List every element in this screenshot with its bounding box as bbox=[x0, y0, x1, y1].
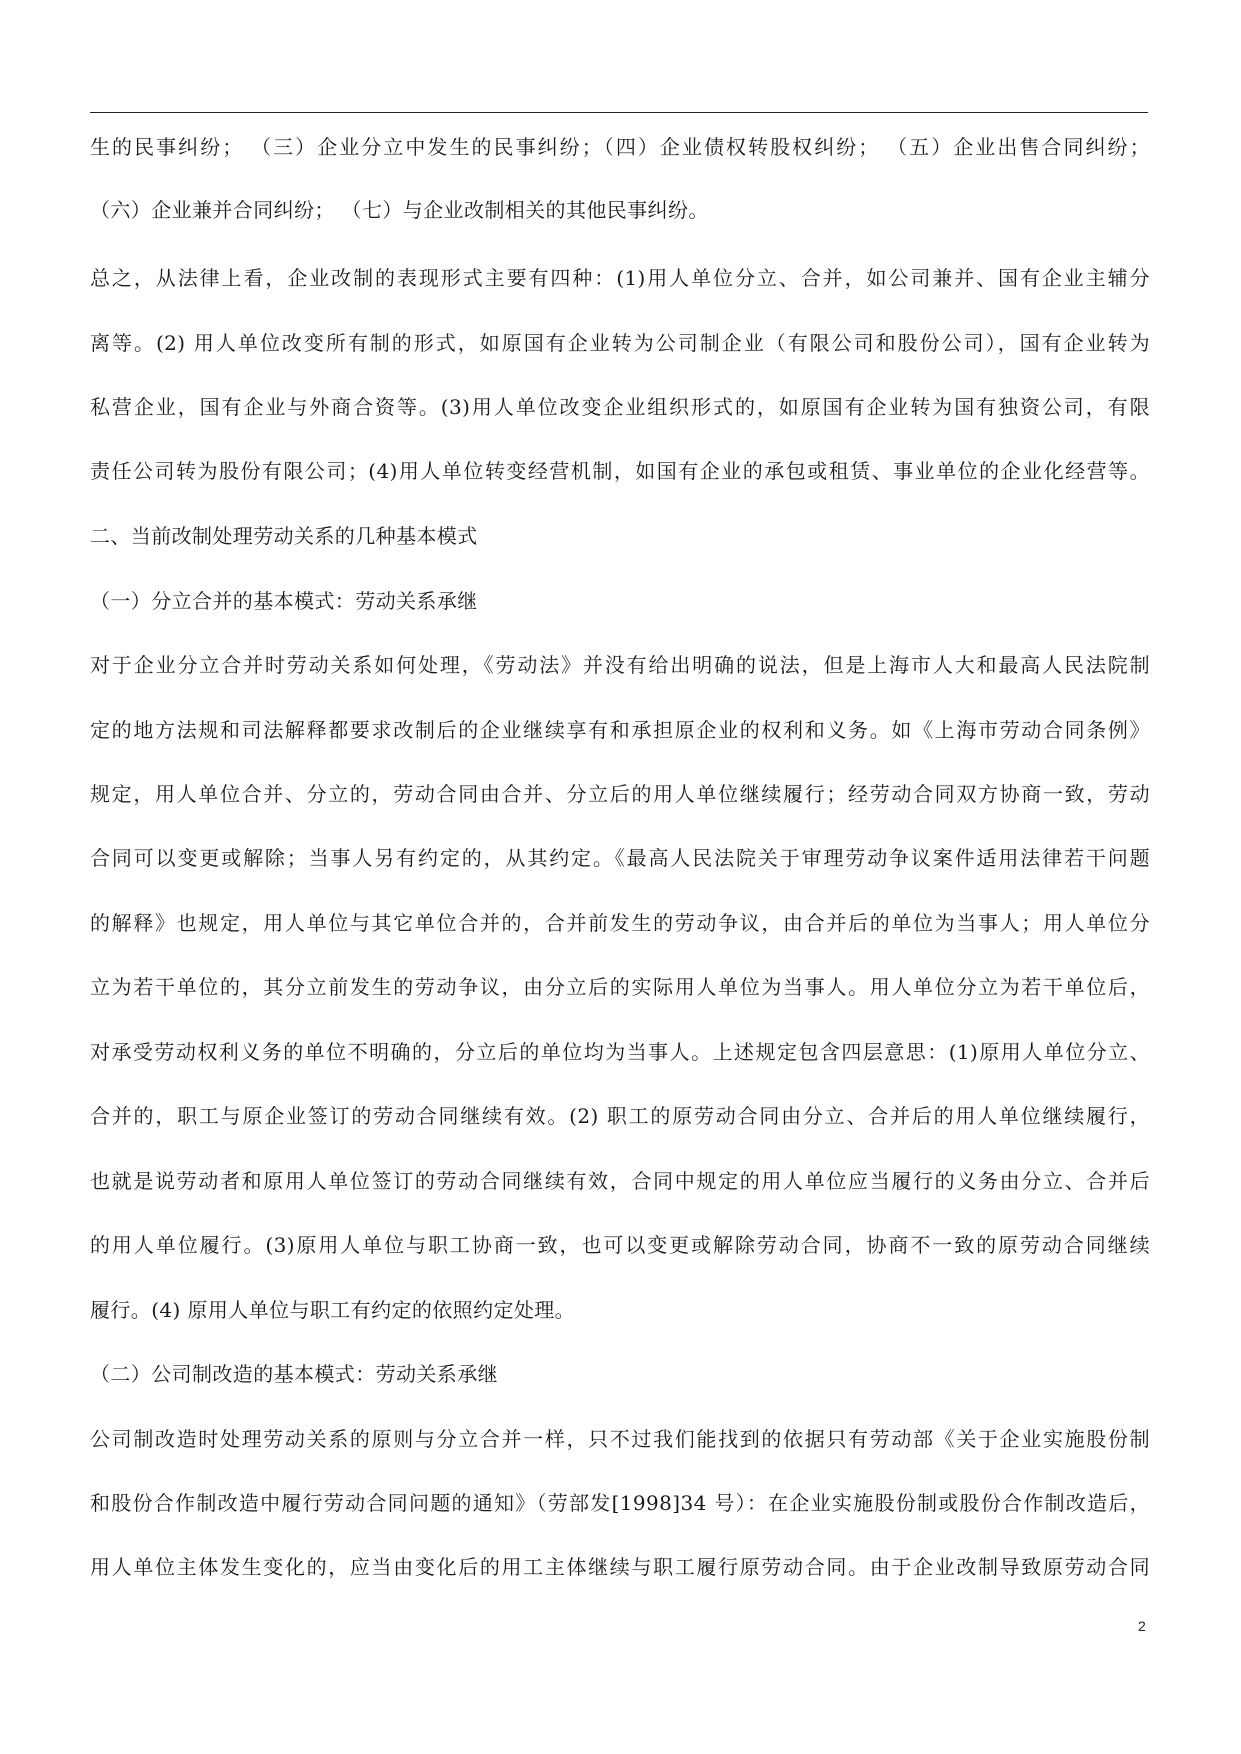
text-line: 合并的，职工与原企业签订的劳动合同继续有效。(2) 职工的原劳动合同由分立、合并后的用人单位继续履行， bbox=[90, 1104, 1150, 1128]
text-line: 公司制改造时处理劳动关系的原则与分立合并一样，只不过我们能找到的依据只有劳动部《关于企业实施股份制 bbox=[90, 1427, 1150, 1451]
text-line: 履行。(4) 原用人单位与职工有约定的依照约定处理。 bbox=[90, 1298, 576, 1322]
text-line: （六）企业兼并合同纠纷； （七）与企业改制相关的其他民事纠纷。 bbox=[90, 198, 709, 222]
text-line: 对承受劳动权利义务的单位不明确的，分立后的单位均为当事人。上述规定包含四层意思：(1)原用人单位分立、 bbox=[90, 1040, 1150, 1064]
text-line: 生的民事纠纷； （三）企业分立中发生的民事纠纷；（四）企业债权转股权纠纷； （五）企业出售合同纠纷； bbox=[90, 135, 1150, 159]
text-line: 离等。(2) 用人单位改变所有制的形式，如原国有企业转为公司制企业（有限公司和股份公司），国有企业转为 bbox=[90, 331, 1150, 355]
text-line: 定的地方法规和司法解释都要求改制后的企业继续享有和承担原企业的权利和义务。如《上海市劳动合同条例》 bbox=[90, 718, 1150, 742]
subsection-heading: （一）分立合并的基本模式：劳动关系承继 bbox=[90, 589, 478, 613]
text-line: 规定，用人单位合并、分立的，劳动合同由合并、分立后的用人单位继续履行；经劳动合同双方协商一致，劳动 bbox=[90, 782, 1150, 806]
subsection-heading: （二）公司制改造的基本模式：劳动关系承继 bbox=[90, 1362, 498, 1386]
text-line: 的解释》也规定，用人单位与其它单位合并的，合并前发生的劳动争议，由合并后的单位为当事人；用人单位分 bbox=[90, 911, 1150, 935]
section-heading: 二、当前改制处理劳动关系的几种基本模式 bbox=[90, 524, 478, 548]
text-line: 合同可以变更或解除；当事人另有约定的，从其约定。《最高人民法院关于审理劳动争议案件适用法律若干问题 bbox=[90, 846, 1150, 870]
text-line: 的用人单位履行。(3)原用人单位与职工协商一致，也可以变更或解除劳动合同，协商不一致的原劳动合同继续 bbox=[90, 1233, 1150, 1257]
text-line: 和股份合作制改造中履行劳动合同问题的通知》（劳部发[1998]34 号）：在企业实施股份制或股份合作制改造后， bbox=[90, 1491, 1150, 1515]
header-rule bbox=[90, 112, 1148, 113]
text-line: 对于企业分立合并时劳动关系如何处理，《劳动法》并没有给出明确的说法，但是上海市人大和最高人民法院制 bbox=[90, 653, 1150, 677]
text-line: 立为若干单位的，其分立前发生的劳动争议，由分立后的实际用人单位为当事人。用人单位分立为若干单位后， bbox=[90, 975, 1150, 999]
text-line: 用人单位主体发生变化的，应当由变化后的用工主体继续与职工履行原劳动合同。由于企业改制导致原劳动合同 bbox=[90, 1555, 1150, 1579]
text-line: 责任公司转为股份有限公司；(4)用人单位转变经营机制，如国有企业的承包或租赁、事业单位的企业化经营等。 bbox=[90, 459, 1150, 483]
text-line: 也就是说劳动者和原用人单位签订的劳动合同继续有效，合同中规定的用人单位应当履行的义务由分立、合并后 bbox=[90, 1169, 1150, 1193]
page-number: 2 bbox=[1138, 1618, 1146, 1634]
text-line: 总之，从法律上看，企业改制的表现形式主要有四种：(1)用人单位分立、合并，如公司兼并、国有企业主辅分 bbox=[90, 266, 1150, 290]
text-line: 私营企业，国有企业与外商合资等。(3)用人单位改变企业组织形式的，如原国有企业转为国有独资公司，有限 bbox=[90, 395, 1150, 419]
